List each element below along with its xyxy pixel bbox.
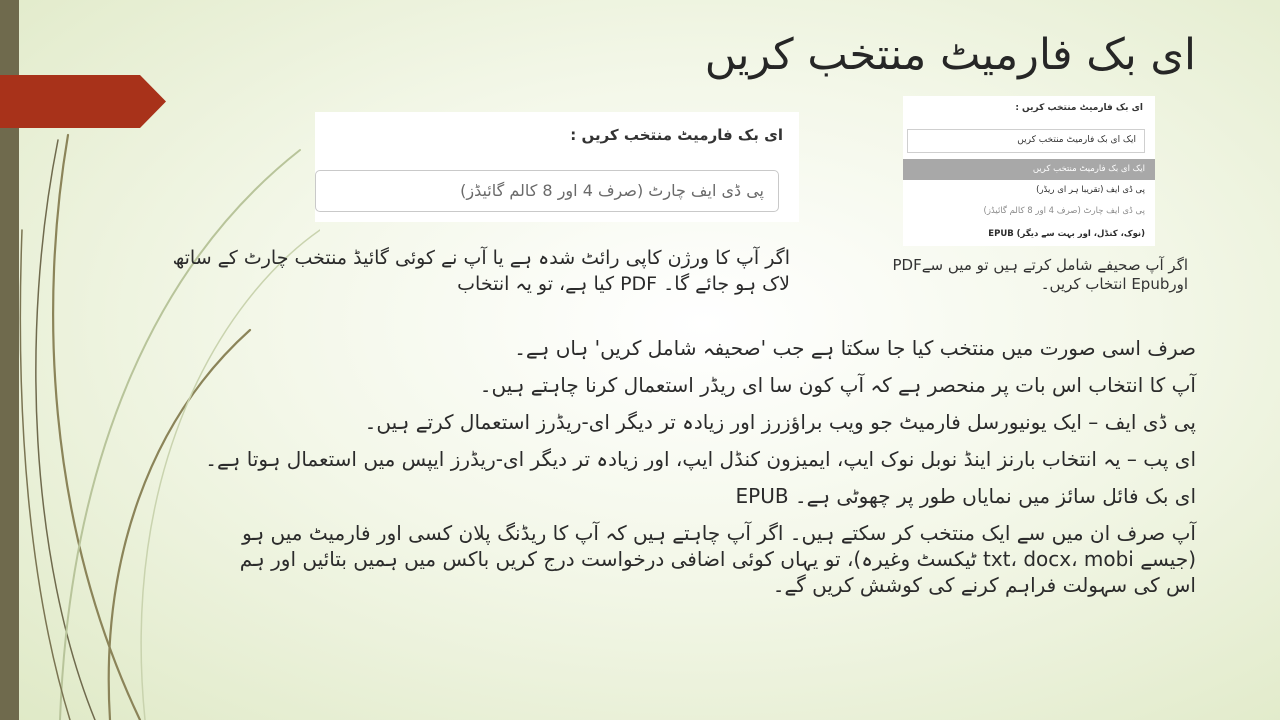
format-option[interactable]: پی ڈی ایف چارٹ (صرف 4 اور 8 کالم گائیڈز) (983, 206, 1145, 216)
format-options-value: ایک ای بک فارمیٹ منتخب کریں (1017, 135, 1136, 145)
format-options-screenshot (903, 96, 1155, 246)
format-option[interactable]: ایک ای بک فارمیٹ منتخب کریں (903, 159, 1155, 180)
body-paragraph: آپ کا انتخاب اس بات پر منحصر ہے کہ آپ کون سا ای ریڈر استعمال کرنا چاہتے ہیں۔ (479, 373, 1196, 397)
scripture-caption: PDFاگر آپ صحیفے شامل کرتے ہیں تو میں سے انتخاب کریں۔ Epubاور (892, 256, 1188, 293)
body-paragraph: ای پب – یہ انتخاب بارنز اینڈ نوبل نوک ایپ، ایمیزون کنڈل ایپ، اور زیادہ تر دیگر ای-ریڈرز ایپس میں استعمال ہوتا ہے۔ (205, 447, 1196, 471)
format-select-dropdown[interactable] (315, 170, 779, 212)
format-option[interactable]: EPUB (نوک، کنڈل، اور بہت سے دیگر) (988, 229, 1145, 239)
body-paragraph: صرف اسی صورت میں منتخب کیا جا سکتا ہے جب 'صحیفہ شامل کریں' ہاں ہے۔ (514, 336, 1196, 360)
format-options-select[interactable] (907, 129, 1145, 153)
format-options-label: ای بک فارمیٹ منتخب کریں : (1015, 103, 1143, 113)
format-select-screenshot (315, 112, 799, 222)
format-select-value: پی ڈی ایف چارٹ (صرف 4 اور 8 کالم گائیڈز) (460, 181, 764, 200)
title-arrow-shape (0, 75, 166, 128)
body-paragraph: آپ صرف ان میں سے ایک منتخب کر سکتے ہیں۔ اگر آپ چاہتے ہیں کہ آپ کا ریڈنگ پلان کسی اور فارمیٹ میں ہو (جیسے txt، docx، mobi ٹیکسٹ وغیرہ)، تو یہاں کوئی اضافی درخواست درج کریں باکس میں ہمیں بتائیں اور ہم اس کی سہولت فراہم کرنے کی کوشش کریں گے۔ (239, 521, 1196, 597)
pdf-chart-caption: اگر آپ کا ورژن کاپی رائٹ شدہ ہے یا آپ نے کوئی گائیڈ منتخب چارٹ کے ساتھ لاک ہو جائے گا۔ PDF کیا ہے، تو یہ انتخاب (172, 247, 790, 295)
body-paragraph: پی ڈی ایف – ایک یونیورسل فارمیٹ جو ویب براؤزرز اور زیادہ تر دیگر ای-ریڈرز استعمال کرتے ہیں۔ (364, 410, 1196, 434)
slide-body (205, 335, 1196, 609)
body-paragraph: ای بک فائل سائز میں نمایاں طور پر چھوٹی ہے۔ EPUB (735, 484, 1196, 508)
format-select-label: ای بک فارمیٹ منتخب کریں : (570, 126, 783, 144)
slide-title: ای بک فارمیٹ منتخب کریں (704, 30, 1196, 80)
format-option[interactable]: پی ڈی ایف (تقریبا ہر ای ریڈر) (1036, 185, 1145, 195)
